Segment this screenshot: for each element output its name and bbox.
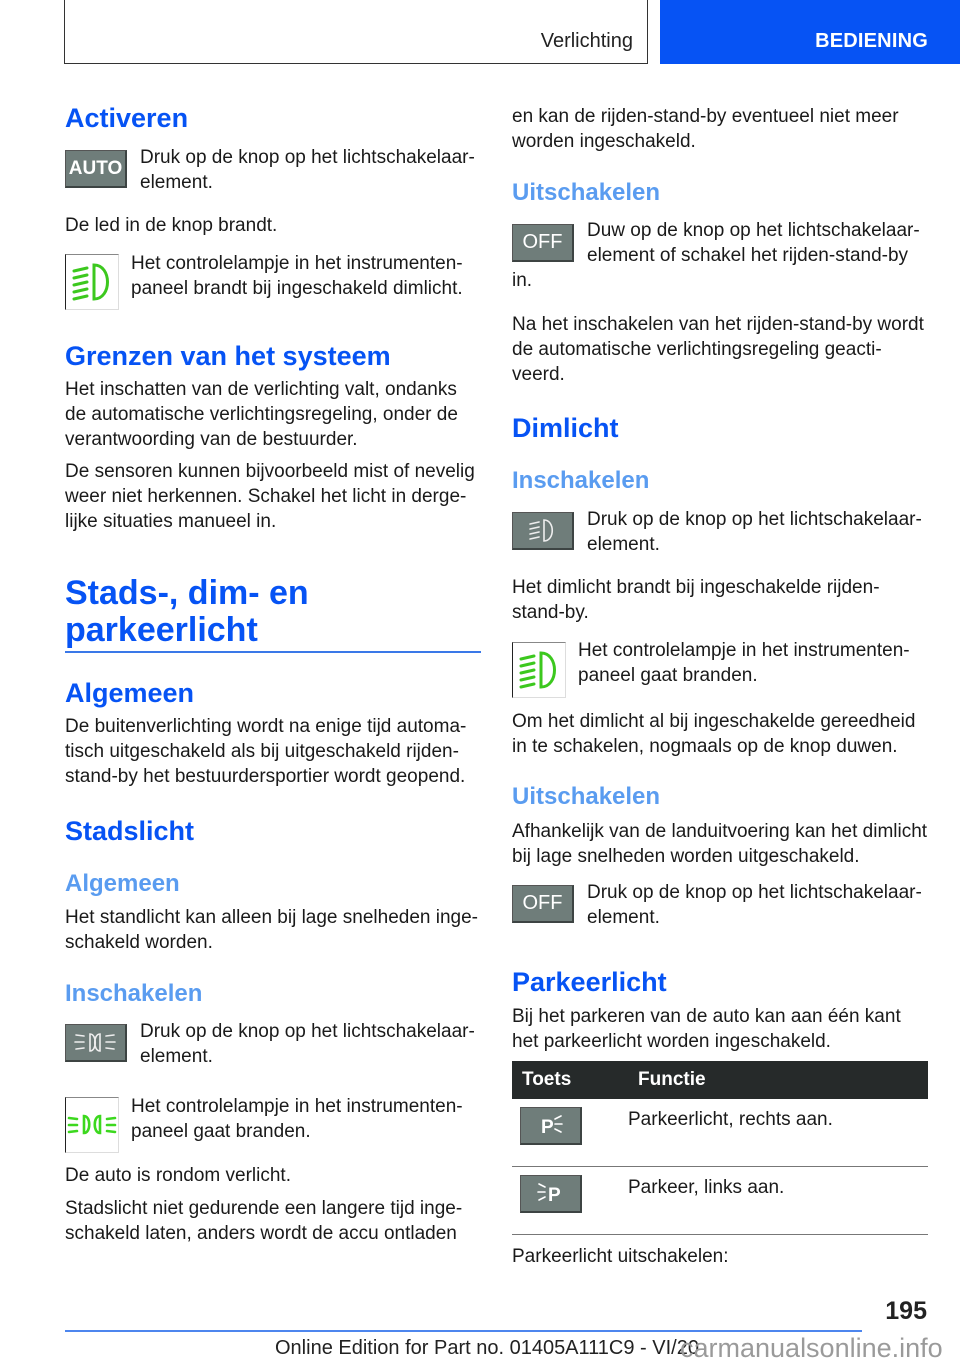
heading-activeren: Activeren xyxy=(65,103,189,133)
side-light-indicator-icon xyxy=(65,1097,119,1153)
svg-text:P: P xyxy=(541,1117,554,1138)
led-text: De led in de knop brandt. xyxy=(65,215,278,236)
dimlicht-p1: Het dimlicht brandt bij ingeschakelde rijden-stand-by. xyxy=(512,577,880,623)
dimlicht-off-step: Druk op de knop op het lichtschakelaar-element. xyxy=(587,882,922,928)
activeren-step: Druk op de knop op het lichtschakelaar-element. xyxy=(140,147,475,193)
stadslicht-p1: De auto is rondom verlicht. xyxy=(65,1165,291,1186)
grenzen-p1: Het inschatten van de verlichting valt, ondanks de automatische verlichtingsregeling, onder de verantwoording van de bestuurder. xyxy=(65,379,458,450)
header-chapter-label: BEDIENING xyxy=(815,30,928,52)
watermark: carmanualsonline.info xyxy=(680,1333,943,1363)
uitschakelen-after: Na het inschakelen van het rijden-stand-by wordt de automatische verlichtingsregeling geacti-veerd. xyxy=(512,314,924,385)
table-header-functie: Functie xyxy=(628,1061,928,1099)
parking-right-button-icon xyxy=(520,1107,582,1145)
off-button-icon: OFF xyxy=(512,224,574,262)
heading-dimlicht: Dimlicht xyxy=(512,413,619,443)
chapter-rule xyxy=(65,651,481,653)
chapter-title-line2: parkeerlicht xyxy=(65,611,258,649)
heading-stadslicht-inschakelen: Inschakelen xyxy=(65,980,203,1007)
table-header-toets: Toets xyxy=(512,1061,628,1099)
svg-text:P: P xyxy=(548,1185,561,1206)
table-row xyxy=(512,1167,928,1235)
footer-rule xyxy=(65,1330,862,1332)
table-cell-function: Parkeerlicht, rechts aan. xyxy=(628,1099,928,1167)
footer-edition: Online Edition for Part no. 01405A111C9 - VI/20 xyxy=(275,1337,699,1359)
parking-left-button-icon xyxy=(520,1175,582,1213)
continued-text: en kan de rijden-stand-by eventueel niet meer worden ingeschakeld. xyxy=(512,106,899,152)
grenzen-p2: De sensoren kunnen bijvoorbeeld mist of nevelig weer niet herkennen. Schakel het licht in derge-lijke situaties manueel in. xyxy=(65,461,475,532)
table-row xyxy=(512,1099,928,1167)
low-beam-indicator-icon xyxy=(512,642,566,698)
parking-light-button-icon xyxy=(65,1024,127,1062)
dimlicht-uitschakelen-text: Afhankelijk van de landuitvoering kan het dimlicht bij lage snelheden worden uitgeschakeld. xyxy=(512,821,928,867)
heading-stadslicht-algemeen: Algemeen xyxy=(65,870,180,897)
header-section-title: Verlichting xyxy=(540,30,633,52)
off-button-icon: OFF xyxy=(512,885,574,923)
uitschakelen-step: Duw op de knop op het lichtschakelaar-element of schakel het rijden-stand-by xyxy=(587,220,920,266)
algemeen-text: De buitenverlichting wordt na enige tijd automa-tisch uitgeschakeld als bij uitgeschakeld rijden-stand-by het bestuurdersportier wordt geopend. xyxy=(65,716,467,787)
dimlicht-step: Druk op de knop op het lichtschakelaar-element. xyxy=(587,509,922,555)
heading-grenzen: Grenzen van het systeem xyxy=(65,341,391,371)
parkeerlicht-intro: Bij het parkeren van de auto kan aan één kant het parkeerlicht worden ingeschakeld. xyxy=(512,1006,901,1052)
header-section-box xyxy=(64,0,648,64)
stadslicht-p2: Stadslicht niet gedurende een langere tijd inge-schakeld laten, anders wordt de accu ontladen xyxy=(65,1198,463,1244)
heading-dimlicht-uitschakelen: Uitschakelen xyxy=(512,783,661,810)
heading-stadslicht: Stadslicht xyxy=(65,816,195,846)
low-beam-indicator-icon xyxy=(65,254,119,310)
stadslicht-lamp-text: Het controlelampje in het instrumenten-paneel gaat branden. xyxy=(131,1096,463,1142)
stadslicht-step: Druk op de knop op het lichtschakelaar-element. xyxy=(140,1021,475,1067)
heading-parkeerlicht: Parkeerlicht xyxy=(512,967,667,997)
low-beam-button-icon xyxy=(512,512,574,550)
uitschakelen-step-end: in. xyxy=(512,270,533,291)
heading-uitschakelen: Uitschakelen xyxy=(512,179,661,206)
heading-algemeen: Algemeen xyxy=(65,678,195,708)
chapter-title-line1: Stads-, dim- en xyxy=(65,574,309,612)
activeren-lamp-text: Het controlelampje in het instrumenten-paneel brandt bij ingeschakeld dimlicht. xyxy=(131,253,463,299)
dimlicht-lamp-text: Het controlelampje in het instrumenten-paneel gaat branden. xyxy=(578,640,910,686)
auto-button-icon: AUTO xyxy=(65,150,127,188)
heading-dimlicht-inschakelen: Inschakelen xyxy=(512,467,650,494)
stadslicht-algemeen-text: Het standlicht kan alleen bij lage snelheden inge-schakeld worden. xyxy=(65,907,478,953)
parkeerlicht-off-text: Parkeerlicht uitschakelen: xyxy=(512,1246,729,1267)
dimlicht-p2: Om het dimlicht al bij ingeschakelde gereedheid in te schakelen, nogmaals op de knop duwen. xyxy=(512,711,916,757)
table-header-row xyxy=(512,1061,928,1099)
parking-keys-table xyxy=(512,1061,928,1235)
page-number: 195 xyxy=(885,1297,927,1325)
table-cell-function: Parkeer, links aan. xyxy=(628,1167,928,1235)
header-chapter-tab xyxy=(660,0,960,64)
